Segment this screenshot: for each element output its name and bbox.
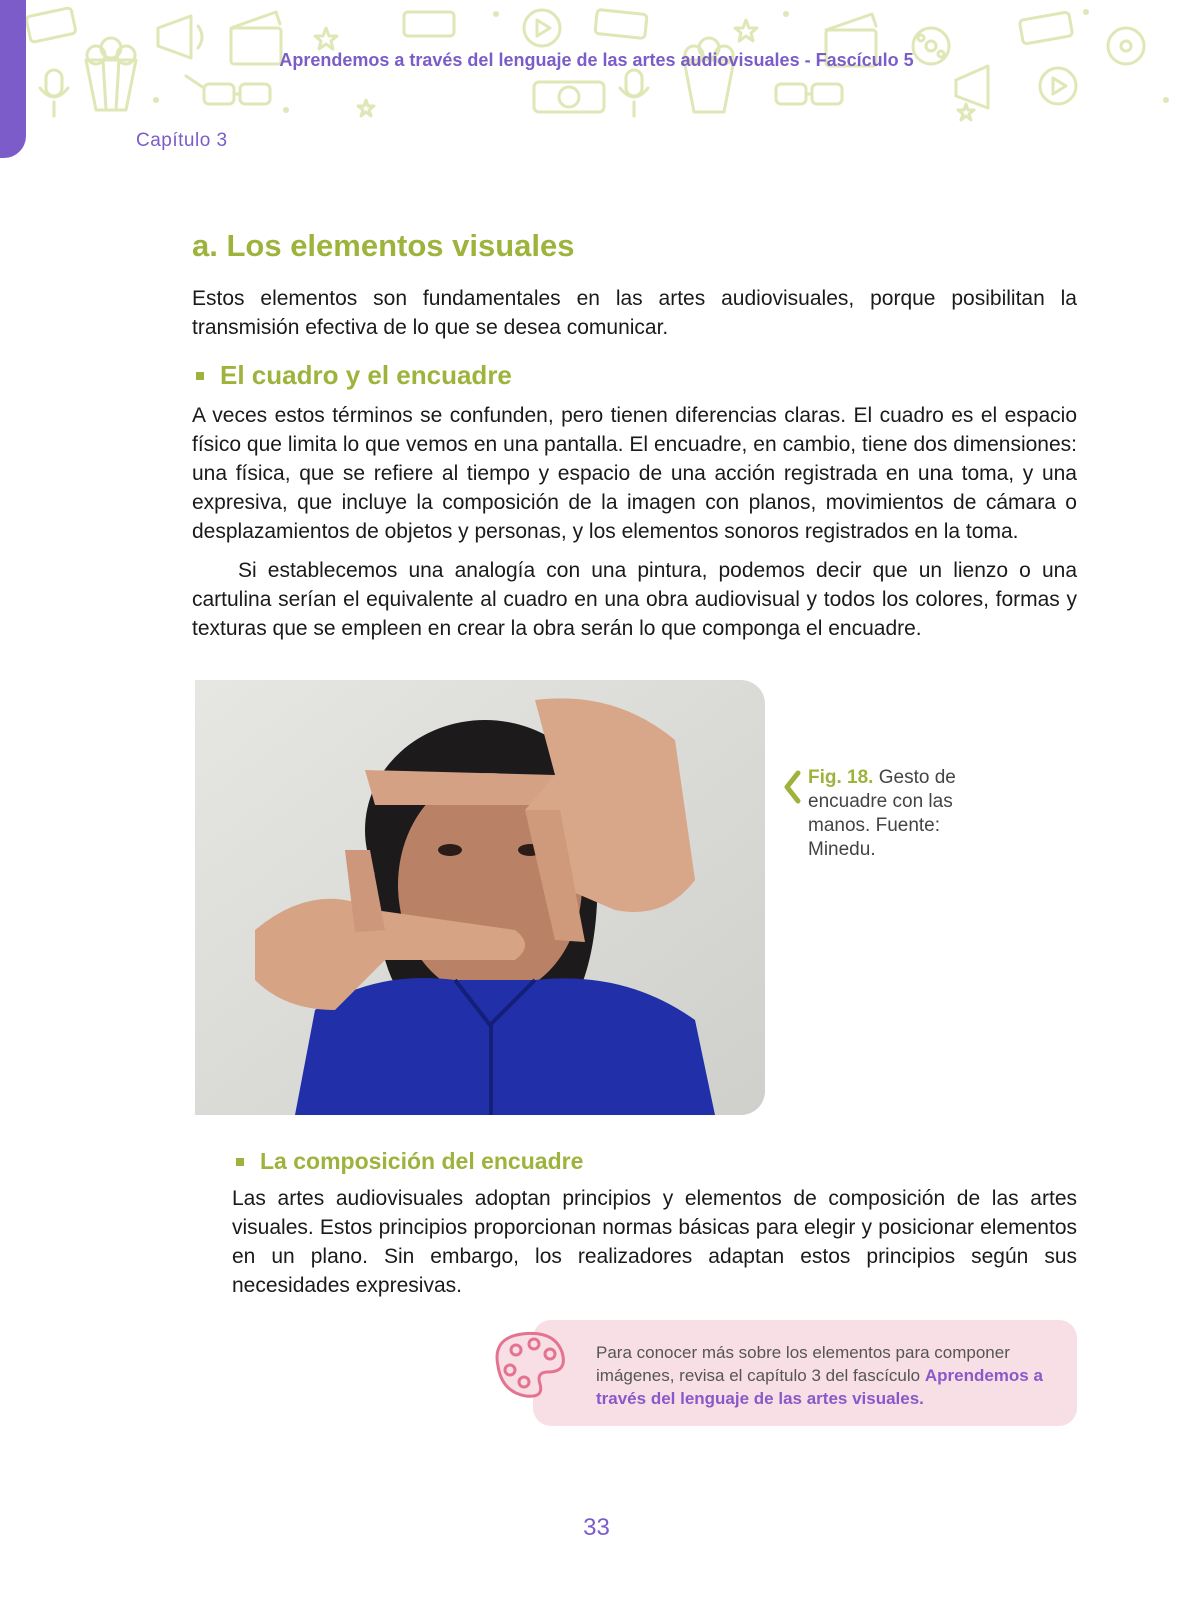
3d-glasses-icon — [186, 76, 270, 104]
paragraph: A veces estos términos se confunden, pero tienen diferencias claras. El cuadro es el espacio físico que limita lo que vemos en una pantalla. El encuadre, en cambio, tiene dos dimensiones: una física, que se refiere al tiempo y espacio de una acción registrada en una toma, y una expresiva, que incluye la composición de la imagen con planos, movimientos de cámara o desplazamientos de objetos y personas, y los elementos sonoros registrados en la toma. — [192, 404, 1077, 543]
section-intro: Estos elementos son fundamentales en las artes audiovisuales, porque posibilitan la transmisión efectiva de lo que se desea comunicar. — [192, 287, 1077, 339]
popcorn-icon — [86, 38, 136, 110]
subsection-heading — [192, 360, 1077, 391]
figure-caption — [808, 766, 978, 862]
figure-label: Fig. 18. — [808, 767, 874, 788]
play-button-icon — [524, 10, 560, 46]
microphone-icon — [620, 70, 648, 116]
note-text — [596, 1341, 1046, 1410]
section-heading: a. Los elementos visuales — [192, 228, 575, 263]
play-button-icon — [1040, 68, 1076, 104]
subsection-heading-text: El cuadro y el encuadre — [220, 360, 512, 390]
header-title: Aprendemos a través del lenguaje de las artes audiovisuales - Fascículo 5 — [279, 50, 914, 70]
megaphone-icon — [956, 66, 988, 108]
chapter-side-tab — [0, 0, 26, 158]
note-body: Para conocer más sobre los elementos para componer imágenes, revisa el capítulo 3 del fascículo — [596, 1343, 1010, 1385]
chevron-left-icon — [782, 770, 802, 804]
bullet-icon — [196, 372, 204, 380]
3d-glasses-icon — [776, 84, 842, 104]
microphone-icon — [40, 70, 68, 116]
film-reel-icon — [534, 82, 604, 112]
paragraph: Si establecemos una analogía con una pintura, podemos decir que un lienzo o una cartulina serían el equivalente al cuadro en una obra audiovisual y todos los colores, formas y texturas que se empleen en crear la obra serán lo que componga el encuadre. — [192, 559, 1077, 640]
ticket-icon — [26, 8, 76, 43]
subsection-heading-text: La composición del encuadre — [260, 1148, 584, 1174]
figure-photo — [195, 680, 765, 1115]
bullet-icon — [236, 1158, 244, 1166]
paragraph: Las artes audiovisuales adoptan principios y elementos de composición de las artes visuales. Estos principios proporcionan normas básicas para elegir y posicionar elementos en un plano. Sin embargo, los realizadores adaptan estos principios según sus necesidades expresivas. — [232, 1187, 1077, 1297]
note-reference-link: Aprendemos a través del lenguaje de las artes visuales. — [596, 1366, 1043, 1408]
palette-icon — [488, 1328, 568, 1402]
figure-caption-text: Gesto de encuadre con las manos. Fuente: Minedu. — [808, 767, 956, 860]
subsection-heading — [232, 1148, 583, 1175]
chapter-label: Capítulo 3 — [136, 130, 228, 151]
ticket-icon — [404, 12, 454, 36]
page-number: 33 — [583, 1514, 610, 1541]
ticket-icon — [1019, 12, 1072, 44]
ticket-icon — [595, 9, 647, 38]
